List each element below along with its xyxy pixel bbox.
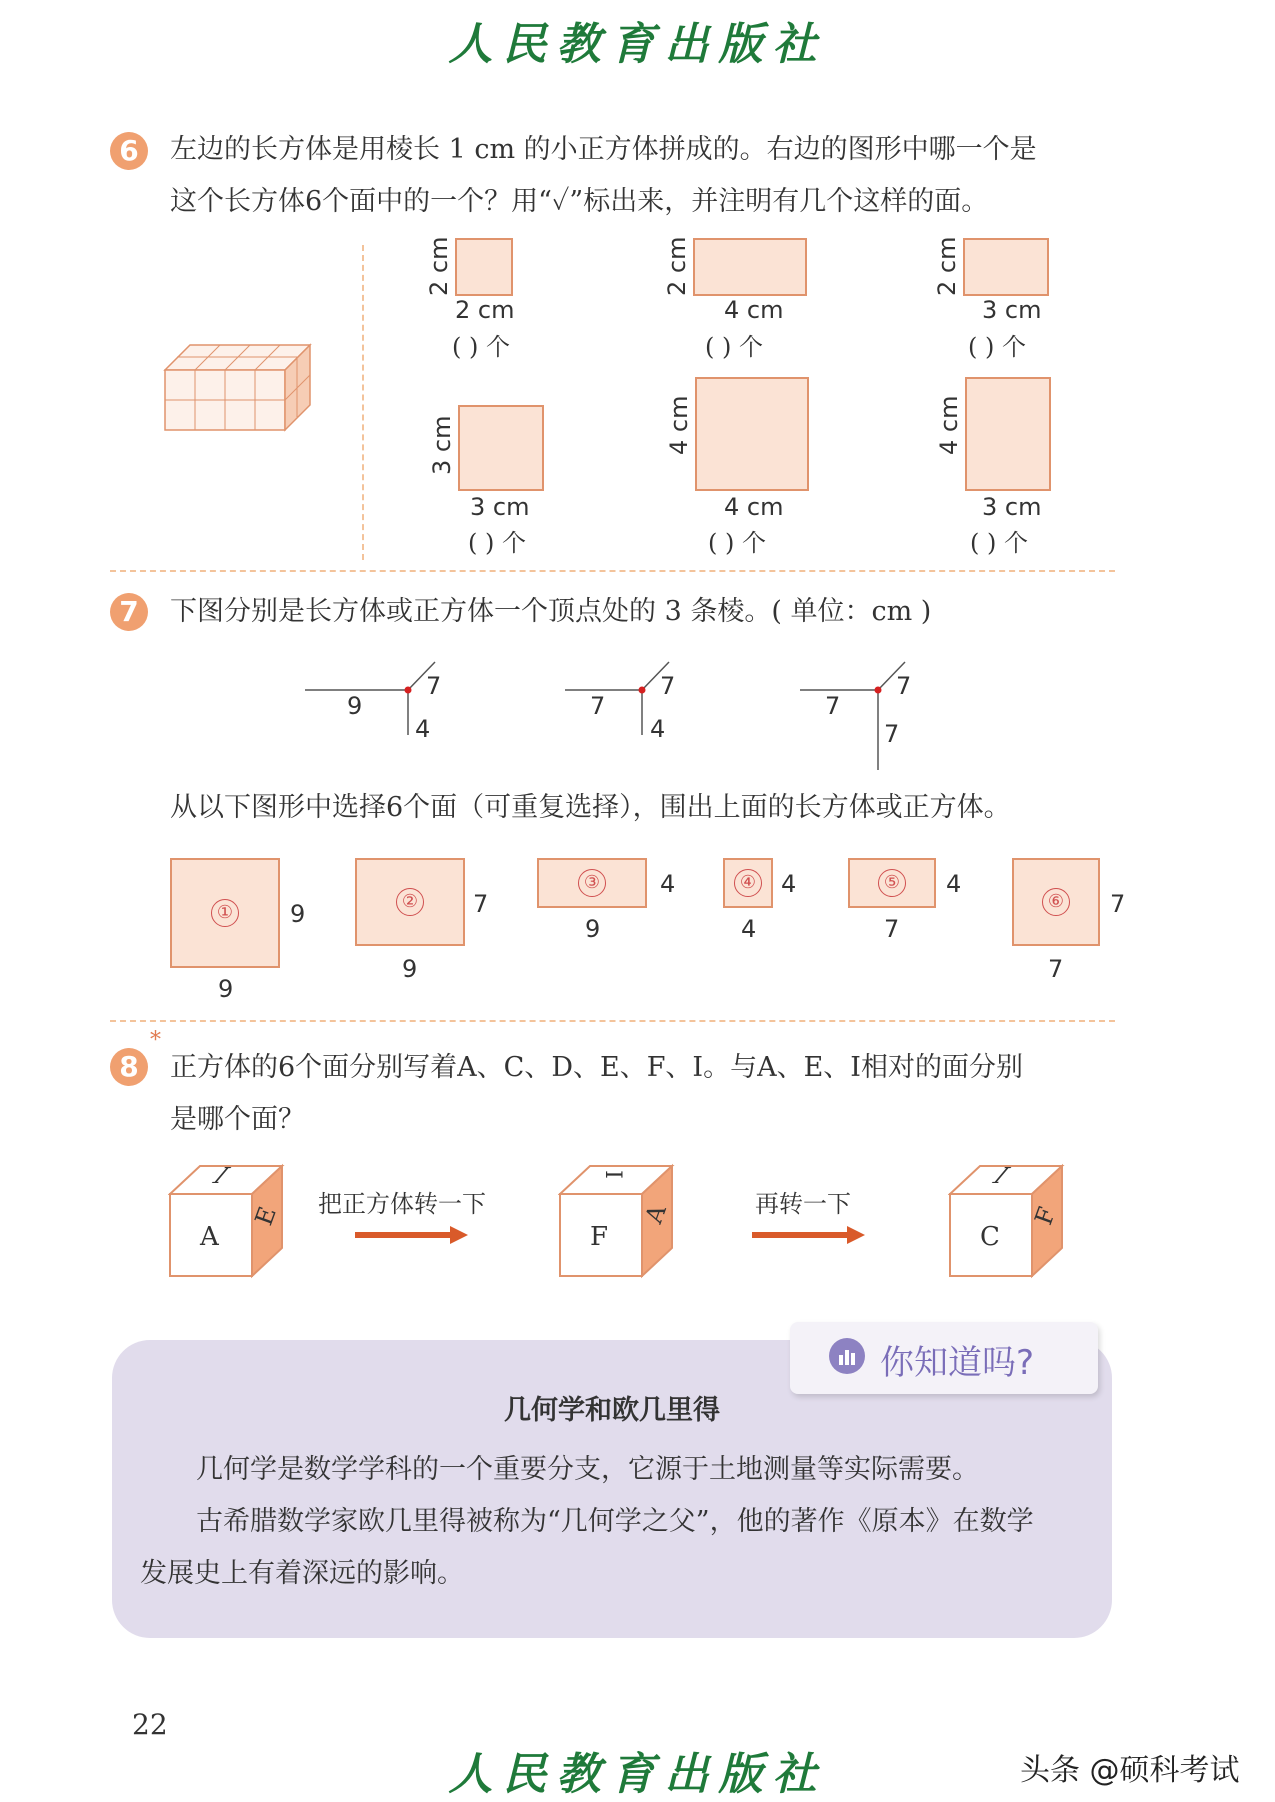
vertex-2-diag-label: 7: [660, 672, 676, 700]
face-4x4: [695, 377, 809, 491]
face-2x4: [693, 238, 807, 296]
page-number: 22: [132, 1708, 168, 1741]
face-3-answer-blank[interactable]: ( ) 个: [968, 333, 1026, 361]
shape-5-right-label: 4: [946, 870, 962, 898]
face-1-answer-blank[interactable]: ( ) 个: [452, 333, 510, 361]
shape-2-bottom-label: 9: [402, 955, 418, 983]
cube-3-front: C: [980, 1222, 1000, 1252]
question-6-text-line1: 左边的长方体是用棱长 1 cm 的小正方体拼成的。右边的图形中哪一个是: [170, 134, 1037, 165]
face-4-bottom-label: 3 cm: [470, 493, 530, 521]
face-3-side-label: 2 cm: [933, 236, 961, 296]
vertex-3-down-label: 7: [884, 720, 900, 748]
vertex-2-left-label: 7: [590, 692, 606, 720]
shape-1-right-label: 9: [290, 900, 306, 928]
face-6-bottom-label: 3 cm: [982, 493, 1042, 521]
cube-1-front: A: [200, 1222, 219, 1252]
question-6-text-line2: 这个长方体6个面中的一个？用“✓”标出来，并注明有几个这样的面。: [170, 186, 989, 217]
shape-5-id: ⑤: [878, 869, 906, 897]
shape-3-right-label: 4: [660, 870, 676, 898]
vertex-3-diag-label: 7: [896, 672, 912, 700]
shape-1-bottom-label: 9: [218, 975, 234, 1003]
face-4x3: [965, 377, 1051, 491]
arrow-2-icon: [752, 1224, 867, 1246]
shape-4-id: ④: [734, 869, 762, 897]
face-5-bottom-label: 4 cm: [724, 493, 784, 521]
shape-6-bottom-label: 7: [1048, 955, 1064, 983]
cube-3-right: F: [1029, 1203, 1062, 1229]
face-4-side-label: 3 cm: [428, 415, 456, 475]
cube-1-right: E: [249, 1202, 282, 1230]
vertex-diagram-2: [560, 660, 710, 740]
question-6-number: 6: [110, 132, 148, 170]
publisher-logo-bottom: 人民教育出版社: [448, 1749, 827, 1800]
face-3x3: [458, 405, 544, 491]
shape-2-id: ②: [396, 888, 424, 916]
face-2-bottom-label: 4 cm: [724, 296, 784, 324]
vertex-1-down-label: 4: [415, 715, 431, 743]
arrow-1-icon: [355, 1224, 470, 1246]
vertex-1-diag-label: 7: [426, 672, 442, 700]
q6-divider: [362, 245, 364, 560]
face-6-side-label: 4 cm: [935, 395, 963, 455]
question-7-instruction: 从以下图形中选择6个面（可重复选择），围出上面的长方体或正方体。: [170, 792, 1011, 823]
question-8-text-line1: 正方体的6个面分别写着A、C、D、E、F、I。与A、E、I相对的面分别: [170, 1052, 1023, 1083]
shape-3-id: ③: [578, 869, 606, 897]
face-1-side-label: 2 cm: [425, 236, 453, 296]
did-you-know-label: 你知道吗?: [880, 1343, 1035, 1383]
chart-bar-icon: [829, 1338, 865, 1374]
divider-q6-q7: [110, 570, 1115, 572]
info-paragraph-1: 几何学是数学学科的一个重要分支，它源于土地测量等实际需要。: [196, 1454, 979, 1485]
cube-3-top: I: [985, 1164, 1016, 1189]
question-8-star: *: [150, 1028, 161, 1053]
vertex-2-down-label: 4: [650, 715, 666, 743]
question-8-number: 8: [110, 1048, 148, 1086]
question-7-text: 下图分别是长方体或正方体一个顶点处的 3 条棱。( 单位：cm ): [170, 596, 932, 627]
vertex-1-left-label: 9: [347, 692, 363, 720]
face-2-side-label: 2 cm: [663, 236, 691, 296]
face-5-answer-blank[interactable]: ( ) 个: [708, 529, 766, 557]
cuboid-illustration: [160, 340, 320, 440]
arrow-1-label: 把正方体转一下: [318, 1190, 486, 1218]
vertex-diagram-3: [795, 660, 945, 775]
face-3-bottom-label: 3 cm: [982, 296, 1042, 324]
cube-1-top: I: [205, 1164, 236, 1189]
face-2-answer-blank[interactable]: ( ) 个: [705, 333, 763, 361]
shape-1-id: ①: [211, 899, 239, 927]
question-8-text-line2: 是哪个面？: [170, 1104, 305, 1135]
vertex-3-left-label: 7: [825, 692, 841, 720]
question-7-number: 7: [110, 593, 148, 631]
shape-6-right-label: 7: [1110, 890, 1126, 918]
face-6-answer-blank[interactable]: ( ) 个: [970, 529, 1028, 557]
shape-4-right-label: 4: [781, 870, 797, 898]
shape-2-right-label: 7: [473, 890, 489, 918]
shape-3-bottom-label: 9: [585, 915, 601, 943]
divider-q7-q8: [110, 1020, 1115, 1022]
face-4-answer-blank[interactable]: ( ) 个: [468, 529, 526, 557]
shape-5-bottom-label: 7: [884, 915, 900, 943]
face-2x2: [455, 238, 513, 296]
arrow-2-label: 再转一下: [755, 1190, 851, 1218]
shape-4-bottom-label: 4: [741, 915, 757, 943]
face-1-bottom-label: 2 cm: [455, 296, 515, 324]
shape-6-id: ⑥: [1042, 888, 1070, 916]
cube-2-top: I: [599, 1170, 625, 1179]
watermark: 头条 @硕科考试: [1020, 1753, 1240, 1788]
publisher-logo-top: 人民教育出版社: [448, 19, 827, 70]
cube-2-front: F: [590, 1222, 609, 1252]
face-2x3: [963, 238, 1049, 296]
info-paragraph-2-line1: 古希腊数学家欧几里得被称为“几何学之父”，他的著作《原本》在数学: [196, 1506, 1034, 1537]
info-paragraph-2-line2: 发展史上有着深远的影响。: [140, 1558, 464, 1589]
info-title: 几何学和欧几里得: [504, 1395, 720, 1426]
cube-2-right: A: [639, 1201, 672, 1227]
face-5-side-label: 4 cm: [665, 395, 693, 455]
